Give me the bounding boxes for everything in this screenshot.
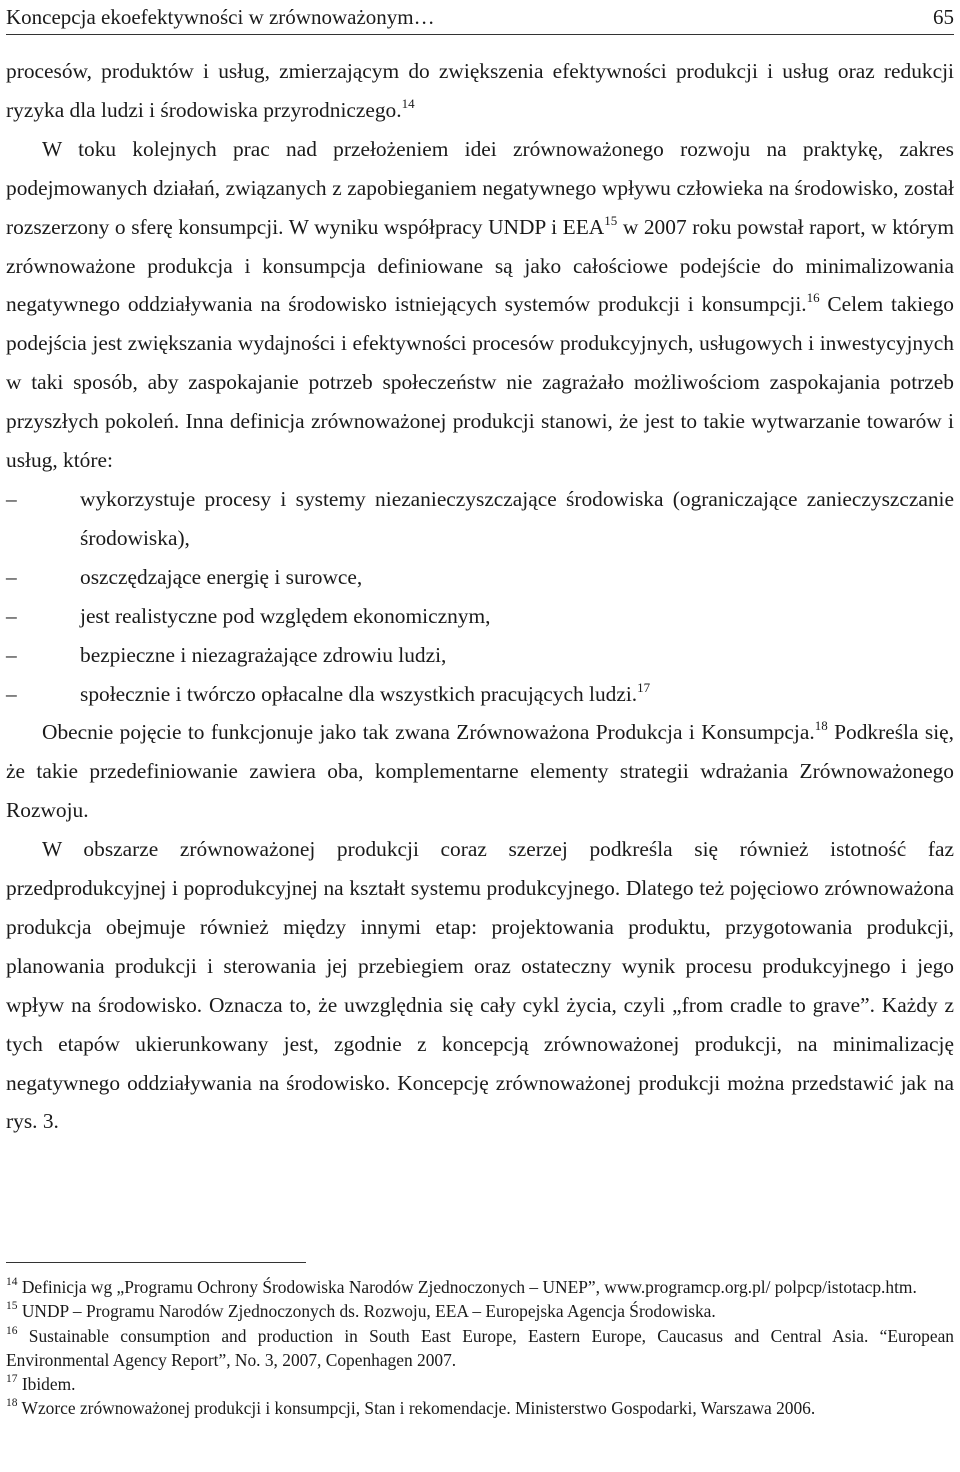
footnote-number: 15	[6, 1300, 18, 1313]
list-item	[6, 558, 954, 597]
footnote-text: Definicja wg „Programu Ochrony Środowiska Narodów Zjednoczonych – UNEP”, www.programcp.org.pl/ polpcp/istotacp.htm.	[17, 1277, 917, 1297]
footnote-ref-17[interactable]: 17	[637, 679, 651, 695]
page-number: 65	[933, 5, 954, 29]
paragraph-2-text-b: w 2007 roku powstał raport, w którym zrównoważone produkcja i konsumpcja definiowane są jako całościowe podejście do minimalizowania negatywnego oddziaływania na środowisko istniejących systemów produkcji i konsumpcji.	[6, 214, 955, 317]
list-item	[6, 480, 954, 558]
footnotes	[6, 1275, 954, 1421]
paragraph-3	[6, 713, 954, 830]
running-header-title: Koncepcja ekoefektywności w zrównoważonym…	[6, 5, 435, 29]
footnote-text: UNDP – Programu Narodów Zjednoczonych ds. Rozwoju, EEA – Europejska Agencja Środowiska.	[17, 1301, 716, 1322]
footnote-14	[6, 1275, 954, 1299]
footnote-ref-15[interactable]: 15	[604, 212, 618, 228]
footnote-ref-16[interactable]: 16	[806, 290, 820, 306]
paragraph-1	[6, 52, 954, 130]
paragraph-2-text-c: Celem takiego podejścia jest zwiększania wydajności i efektywności procesów produkcyjnych, usługowych i inwestycyjnych w taki sposób, aby zaspokajanie potrzeb społeczeństw nie zagrażało możliwościom zaspokajania potrzeb przyszłych pokoleń. Inna definicja zrównoważonej produkcji stanowi, że jest to takie wytwarzanie towarów i usług, które:	[6, 292, 954, 473]
paragraph-3-text-rest: Podkreśla się, że takie przedefiniowanie zawiera oba, komplementarne elementy strategii wdrażania Zrównoważonego Rozwoju.	[6, 720, 954, 823]
list-item-text: wykorzystuje procesy i systemy niezanieczyszczające środowiska (ograniczające zanieczyszczanie środowiska),	[80, 486, 954, 550]
footnote-text: Sustainable consumption and production in South East Europe, Eastern Europe, Caucasus and Central Asia. “European Environmental Agency Report”, No. 3, 2007, Copenhagen 2007.	[6, 1325, 954, 1370]
list-item	[6, 675, 954, 714]
dash-bullet: –	[6, 681, 17, 706]
list-item-text: bezpieczne i niezagrażające zdrowiu ludzi,	[80, 642, 447, 667]
footnote-ref-18[interactable]: 18	[814, 718, 828, 734]
footnote-number: 18	[6, 1397, 18, 1410]
paragraph-2-text-a: W toku kolejnych prac nad przełożeniem idei zrównoważonego rozwoju na praktykę, zakres podejmowanych działań, związanych z zapobieganiem negatywnego wpływu człowieka na środowisko, został rozszerzony o sferę konsumpcji. W wyniku współpracy UNDP i EEA	[6, 136, 954, 239]
footnote-18	[6, 1396, 954, 1420]
footnote-divider	[6, 1262, 306, 1263]
footnote-ref-14[interactable]: 14	[401, 95, 415, 111]
dash-bullet: –	[6, 642, 17, 667]
running-header	[6, 2, 954, 35]
dash-bullet: –	[6, 603, 17, 628]
footnote-16	[6, 1324, 954, 1373]
footnote-15	[6, 1299, 954, 1323]
list-item-text: społecznie i twórczo opłacalne dla wszystkich pracujących ludzi.	[80, 681, 638, 706]
dash-bullet: –	[6, 486, 17, 511]
list-item	[6, 636, 954, 675]
list-item-text: oszczędzające energię i surowce,	[80, 564, 363, 589]
footnote-17	[6, 1372, 954, 1396]
list-item-text: jest realistyczne pod względem ekonomicznym,	[80, 603, 491, 628]
body-text	[6, 52, 954, 1141]
footnote-text: Ibidem.	[17, 1374, 76, 1395]
definition-list	[6, 480, 954, 713]
list-item	[6, 597, 954, 636]
footnote-number: 14	[6, 1276, 18, 1288]
paragraph-3-text: Obecnie pojęcie to funkcjonuje jako tak zwana Zrównoważona Produkcja i Konsumpcja.	[42, 720, 815, 745]
paragraph-4: W obszarze zrównoważonej produkcji coraz szerzej podkreśla się również istotność faz przedprodukcyjnej i poprodukcyjnej na kształt systemu produkcyjnego. Dlatego też pojęciowo zrównoważona produkcja obejmuje również między innymi etap: projektowania produktu, przygotowania produkcji, planowania produkcji i sterowania jej przebiegiem oraz ostateczny wynik procesu produkcyjnego i jego wpływ na środowisko. Oznacza to, że uwzględnia się cały cykl życia, czyli „from cradle to grave”. Każdy z tych etapów ukierunkowany jest, zgodnie z koncepcją zrównoważonej produkcji, na minimalizację negatywnego oddziaływania na środowisko. Koncepcję zrównoważonej produkcji można przedstawić jak na rys. 3.	[6, 837, 954, 1134]
dash-bullet: –	[6, 564, 17, 589]
footnote-text: Wzorce zrównoważonej produkcji i konsumpcji, Stan i rekomendacje. Ministerstwo Gospodarki, Warszawa 2006.	[17, 1398, 816, 1419]
paragraph-2	[6, 130, 954, 480]
paragraph-1-text: procesów, produktów i usług, zmierzającym do zwiększenia efektywności produkcji i usług oraz redukcji ryzyka dla ludzi i środowiska przyrodniczego.	[6, 59, 954, 122]
footnote-number: 17	[6, 1373, 18, 1386]
footnote-number: 16	[6, 1324, 18, 1337]
